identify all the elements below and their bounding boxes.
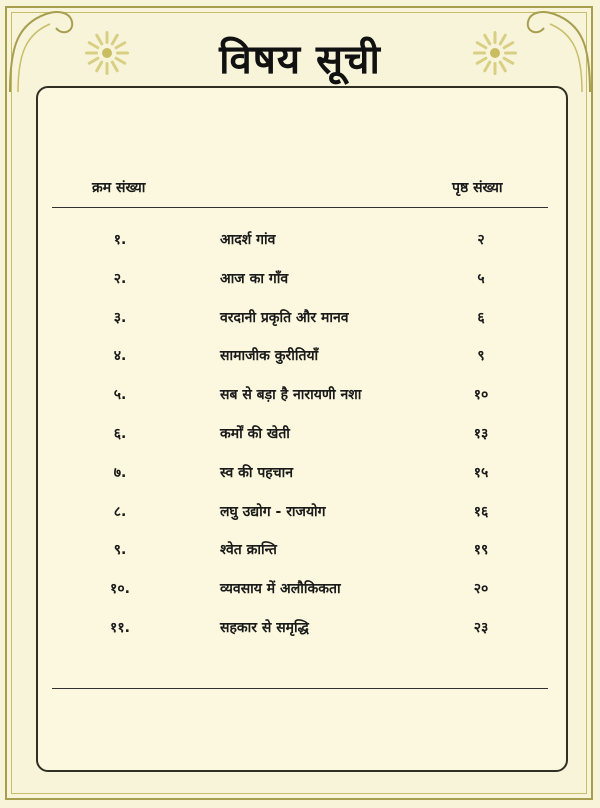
page-number: ९ — [477, 348, 485, 365]
contents-row — [0, 308, 600, 332]
serial-number: ३. — [113, 309, 127, 326]
contents-row — [0, 269, 600, 293]
page-number: ५ — [477, 270, 485, 287]
contents-row — [0, 540, 600, 564]
footer-divider — [52, 688, 548, 689]
serial-number: ४. — [113, 348, 127, 365]
page-number: १० — [473, 387, 489, 404]
topic-title: आदर्श गांव — [220, 232, 276, 248]
topic-title: सहकार से समृद्धि — [220, 620, 309, 636]
contents-row — [0, 424, 600, 448]
contents-row — [0, 346, 600, 370]
topic-title: श्वेत क्रान्ति — [220, 542, 277, 559]
header-divider — [52, 207, 548, 208]
page-number: १३ — [473, 426, 489, 442]
page-number-header: पृष्ठ संख्या — [452, 180, 503, 196]
topic-title: स्व की पहचान — [220, 464, 294, 481]
contents-row — [0, 618, 600, 642]
topic-title: वरदानी प्रकृति और मानव — [220, 309, 349, 326]
topic-title: व्यवसाय में अलौकिकता — [220, 581, 341, 598]
contents-row — [0, 463, 600, 487]
page-number: १९ — [473, 542, 489, 559]
topic-title: सामाजीक कुरीतियाँ — [220, 348, 319, 365]
page-number: २० — [473, 581, 489, 598]
serial-number: २. — [113, 270, 127, 287]
page-number: ६ — [477, 309, 485, 326]
serial-number: ५. — [113, 387, 127, 404]
page-number: १६ — [473, 503, 489, 520]
topic-title: लघु उद्योग - राजयोग — [220, 503, 326, 520]
page-number: १५ — [473, 464, 489, 481]
serial-number-header: क्रम संख्या — [92, 180, 146, 196]
topic-title: कर्मों की खेती — [220, 426, 290, 442]
topic-title: सब से बड़ा है नारायणी नशा — [220, 387, 362, 404]
serial-number: ११. — [110, 620, 130, 636]
contents-row — [0, 385, 600, 409]
page-title: विषय सूची — [219, 37, 381, 83]
contents-row — [0, 579, 600, 603]
contents-row — [0, 230, 600, 254]
serial-number: ९. — [113, 542, 127, 559]
contents-row — [0, 502, 600, 526]
serial-number: ८. — [113, 503, 127, 520]
page-number: २३ — [473, 620, 489, 636]
serial-number: १. — [113, 232, 127, 248]
serial-number: ६. — [113, 426, 127, 442]
topic-title: आज का गाँव — [220, 270, 289, 287]
page-number: २ — [477, 232, 485, 248]
serial-number: ७. — [113, 464, 127, 481]
serial-number: १०. — [110, 581, 130, 598]
